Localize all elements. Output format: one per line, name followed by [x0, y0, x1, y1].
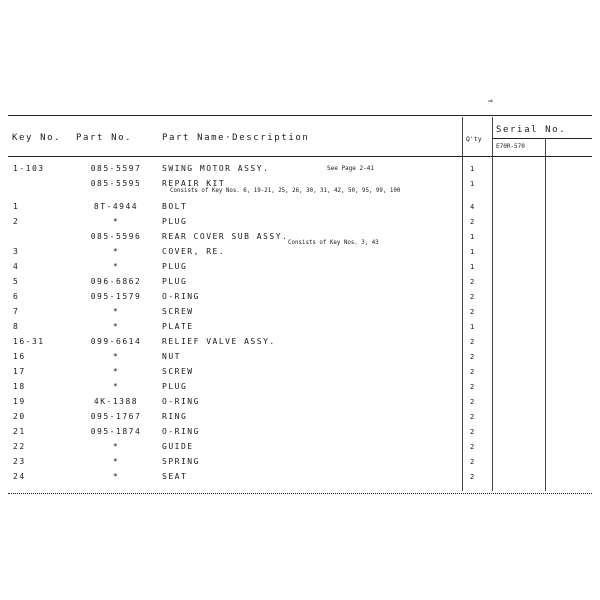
row-part-no: 085-5595	[90, 179, 142, 188]
row-part-no: 085-5597	[90, 164, 142, 173]
header-part-name: Part Name·Description	[162, 133, 310, 143]
table-row	[0, 247, 600, 262]
header-key-no: Key No.	[12, 133, 62, 143]
row-name: NUT	[162, 352, 181, 361]
row-part-no: 8T-4944	[93, 202, 139, 211]
table-row	[0, 262, 600, 277]
table-row	[0, 164, 600, 179]
table-row	[0, 412, 600, 427]
row-name: BOLT	[162, 202, 188, 211]
row-qty: 2	[470, 383, 475, 391]
table-row	[0, 457, 600, 472]
row-key: 16	[13, 352, 26, 361]
row-qty: 1	[470, 180, 475, 188]
row-key: 19	[13, 397, 26, 406]
row-name: REAR COVER SUB ASSY.	[162, 232, 289, 241]
row-qty: 2	[470, 218, 475, 226]
row-key: 1	[13, 202, 20, 211]
row-name: O-RING	[162, 397, 200, 406]
row-name: O-RING	[162, 427, 200, 436]
row-name: SCREW	[162, 367, 194, 376]
row-part-no: 095-1579	[90, 292, 142, 301]
row-name: SCREW	[162, 307, 194, 316]
row-qty: 1	[470, 323, 475, 331]
row-qty: 2	[470, 443, 475, 451]
row-name: RELIEF VALVE ASSY.	[162, 337, 276, 346]
header-serial-no: Serial No.	[496, 125, 567, 135]
row-part-no: 4K-1388	[93, 397, 139, 406]
bottom-rule	[8, 493, 592, 494]
row-part-no: *	[112, 457, 120, 466]
table-row	[0, 202, 600, 217]
row-part-no: *	[112, 442, 120, 451]
row-name: SPRING	[162, 457, 200, 466]
row-name: PLUG	[162, 262, 188, 271]
table-row	[0, 442, 600, 457]
row-key: 18	[13, 382, 26, 391]
row-part-no: *	[112, 322, 120, 331]
row-part-no: 095-1767	[90, 412, 142, 421]
row-part-no: 095-1874	[90, 427, 142, 436]
row-name: GUIDE	[162, 442, 194, 451]
top-rule	[8, 115, 592, 116]
row-note: See Page 2-41	[327, 165, 374, 172]
row-qty: 1	[470, 233, 475, 241]
row-qty: 2	[470, 398, 475, 406]
arrow-mark: ⇒	[488, 96, 493, 105]
row-key: 4	[13, 262, 20, 271]
table-row	[0, 179, 600, 194]
row-key: 8	[13, 322, 20, 331]
row-qty: 2	[470, 338, 475, 346]
serial-code: E70R-570	[496, 143, 525, 150]
table-row	[0, 382, 600, 397]
row-part-no: 096-6862	[90, 277, 142, 286]
row-qty: 2	[470, 353, 475, 361]
row-qty: 2	[470, 278, 475, 286]
table-row	[0, 322, 600, 337]
row-part-no: *	[112, 367, 120, 376]
row-qty: 2	[470, 413, 475, 421]
row-part-no: *	[112, 262, 120, 271]
row-qty: 2	[470, 368, 475, 376]
row-key: 22	[13, 442, 26, 451]
row-part-no: 099-6614	[90, 337, 142, 346]
row-key: 1-103	[13, 164, 45, 173]
row-key: 17	[13, 367, 26, 376]
row-key: 24	[13, 472, 26, 481]
row-part-no: *	[112, 382, 120, 391]
row-subnote: Consists of Key Nos. 3, 43	[288, 240, 379, 246]
row-name: O-RING	[162, 292, 200, 301]
table-row	[0, 307, 600, 322]
header-part-no: Part No.	[76, 133, 133, 143]
row-key: 2	[13, 217, 20, 226]
row-name: PLUG	[162, 277, 188, 286]
row-key: 21	[13, 427, 26, 436]
row-name: PLUG	[162, 217, 188, 226]
row-subnote: Consists of Key Nos. 6, 19-21, 25, 26, 30, 31, 42, 50, 95, 99, 100	[170, 188, 401, 194]
row-key: 3	[13, 247, 20, 256]
row-name: PLATE	[162, 322, 194, 331]
table-row	[0, 217, 600, 232]
table-row	[0, 337, 600, 352]
row-qty: 2	[470, 458, 475, 466]
table-row	[0, 427, 600, 442]
row-part-no: 085-5596	[90, 232, 142, 241]
header-qty: Q'ty	[466, 135, 482, 143]
row-key: 20	[13, 412, 26, 421]
row-key: 5	[13, 277, 20, 286]
table-row	[0, 292, 600, 307]
row-name: RING	[162, 412, 188, 421]
table-row	[0, 277, 600, 292]
row-name: PLUG	[162, 382, 188, 391]
serial-sub-rule	[492, 138, 592, 139]
table-row	[0, 352, 600, 367]
row-qty: 2	[470, 293, 475, 301]
row-qty: 2	[470, 473, 475, 481]
row-part-no: *	[112, 472, 120, 481]
row-part-no: *	[112, 247, 120, 256]
row-qty: 1	[470, 165, 475, 173]
header-rule	[8, 156, 592, 157]
row-name: REPAIR KIT	[162, 179, 226, 188]
row-part-no: *	[112, 217, 120, 226]
row-part-no: *	[112, 352, 120, 361]
row-part-no: *	[112, 307, 120, 316]
row-name: COVER, RE.	[162, 247, 226, 256]
row-qty: 2	[470, 428, 475, 436]
row-key: 6	[13, 292, 20, 301]
table-row	[0, 472, 600, 487]
row-name: SEAT	[162, 472, 188, 481]
row-name: SWING MOTOR ASSY.	[162, 164, 270, 173]
row-key: 16-31	[13, 337, 45, 346]
row-qty: 1	[470, 263, 475, 271]
row-key: 23	[13, 457, 26, 466]
row-qty: 4	[470, 203, 475, 211]
table-row	[0, 397, 600, 412]
table-row	[0, 367, 600, 382]
row-qty: 2	[470, 308, 475, 316]
row-qty: 1	[470, 248, 475, 256]
table-row	[0, 232, 600, 247]
row-key: 7	[13, 307, 20, 316]
